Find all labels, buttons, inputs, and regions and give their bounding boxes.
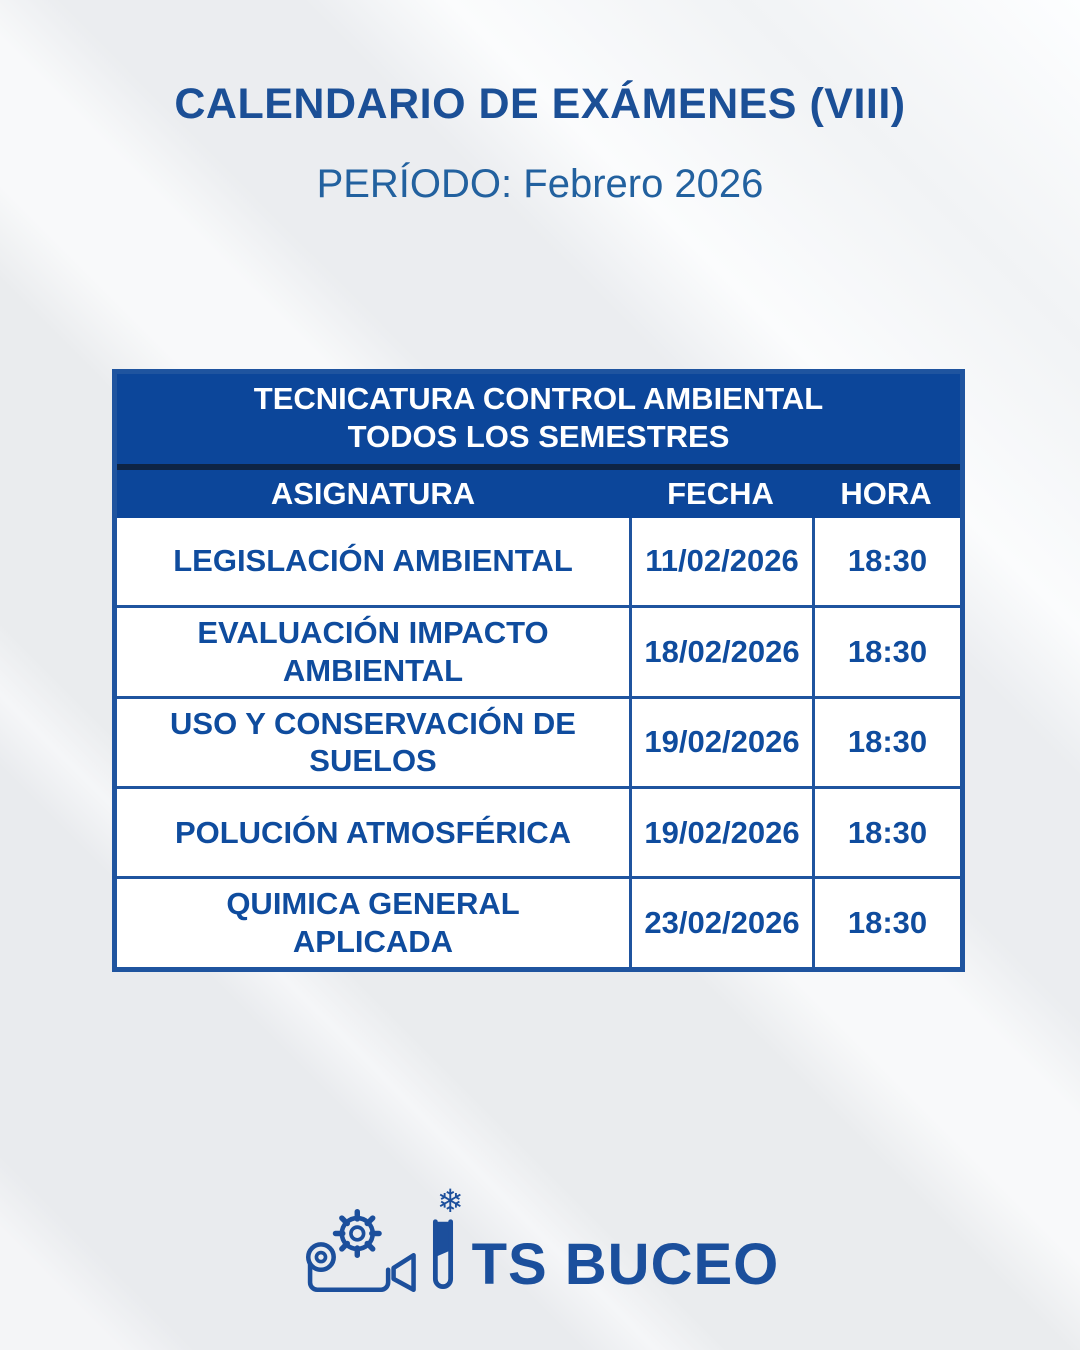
date-cell: 19/02/2026 [629,789,812,876]
subject-cell: QUIMICA GENERAL APLICADA [117,879,629,967]
subject-cell: USO Y CONSERVACIÓN DE SUELOS [117,699,629,787]
table-title [117,374,960,470]
subject-cell: POLUCIÓN ATMOSFÉRICA [117,789,629,876]
time-cell: 18:30 [812,789,960,876]
test-tube-icon [425,1216,461,1300]
date-cell: 23/02/2026 [629,879,812,967]
table-row [117,786,960,876]
date-cell: 18/02/2026 [629,608,812,696]
subject-cell: EVALUACIÓN IMPACTO AMBIENTAL [117,608,629,696]
time-cell: 18:30 [812,608,960,696]
exam-schedule-table [112,369,965,972]
logo-wordmark: TS BUCEO [471,1231,780,1297]
page-title: CALENDARIO DE EXÁMENES (VIII) [174,80,906,128]
column-header-hora: HORA [840,475,932,511]
column-header-row [117,470,960,518]
table-row [117,876,960,967]
exam-rows [117,518,960,967]
time-cell: 18:30 [812,518,960,605]
table-row [117,518,960,605]
table-title-line1: TECNICATURA CONTROL AMBIENTAL [253,381,824,416]
date-cell: 19/02/2026 [629,699,812,787]
date-cell: 11/02/2026 [629,518,812,605]
brand-logo [0,1182,1080,1300]
column-header-asignatura: ASIGNATURA [270,475,476,511]
time-cell: 18:30 [812,699,960,787]
logo-i-test-tube [423,1182,464,1300]
time-cell: 18:30 [812,879,960,967]
page-subtitle: PERÍODO: Febrero 2026 [316,162,764,206]
column-header-fecha: FECHA [667,475,774,511]
table-row [117,605,960,696]
snowflake-icon: ❄ [436,1182,464,1220]
subject-cell: LEGISLACIÓN AMBIENTAL [117,518,629,605]
camera-gear-icon [301,1196,419,1300]
table-row [117,696,960,787]
table-title-line2: TODOS LOS SEMESTRES [347,419,730,455]
